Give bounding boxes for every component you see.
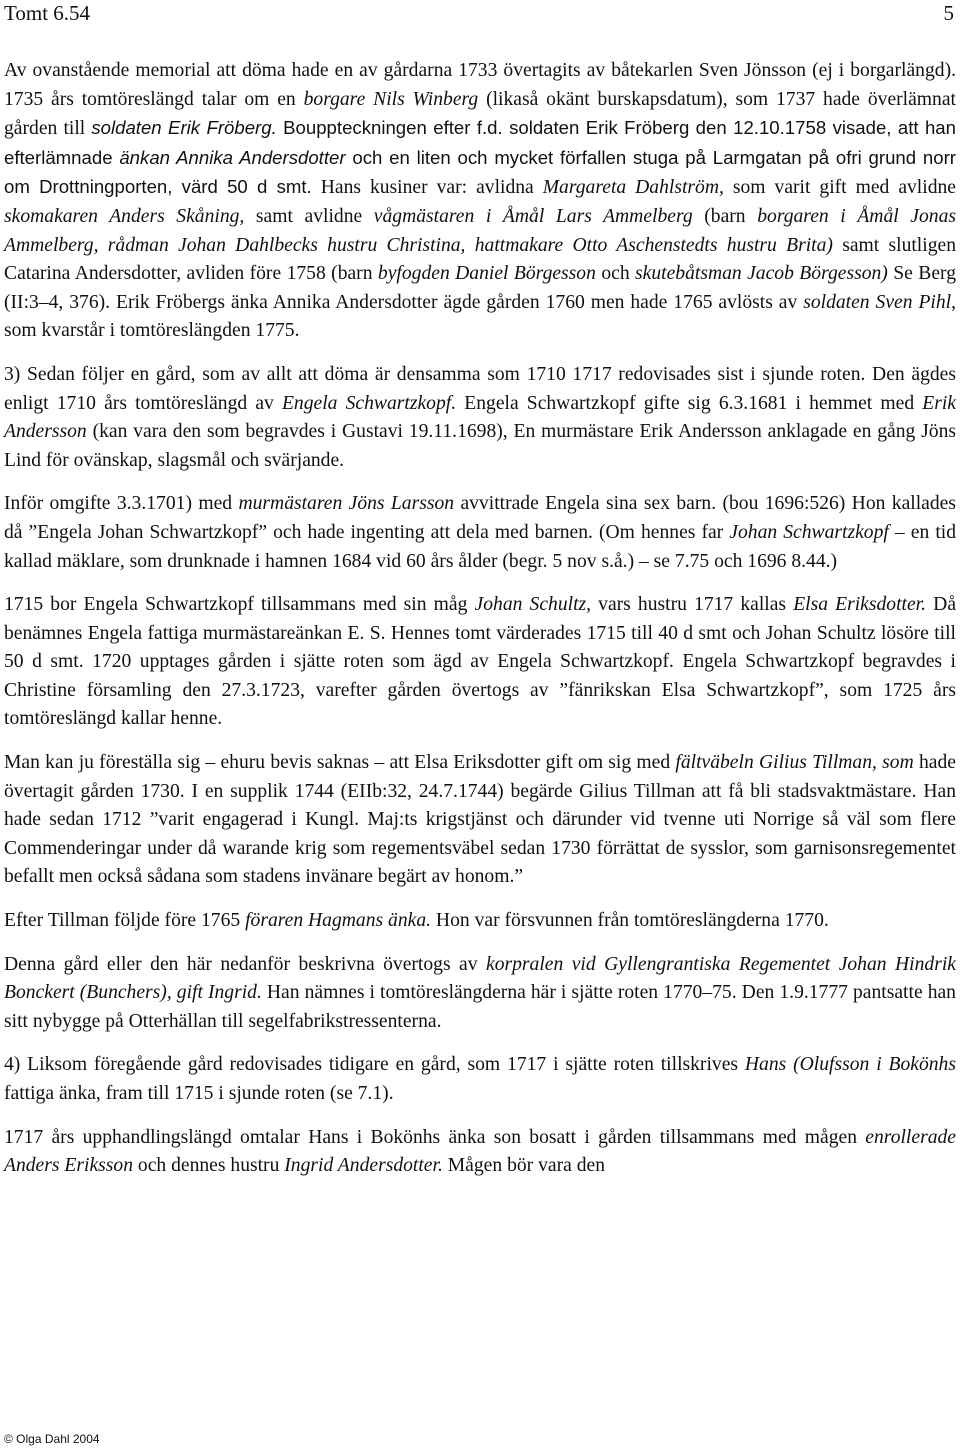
text-run: Man kan ju föreställa sig – ehuru bevis saknas – att Elsa Eriksdotter gift om sig med bbox=[4, 752, 676, 774]
text-run: borgaren i Åmål Jonas Ammelberg, rådman Johan Dahlbecks hustru Christina, hattmakare Otto Aschenstedts hustru Brita) bbox=[4, 205, 956, 256]
document-title: Tomt 6.54 bbox=[4, 1, 91, 25]
text-run: soldaten Sven Pihl bbox=[803, 291, 952, 313]
body-paragraph bbox=[4, 490, 956, 576]
text-run: Engela Schwartzkopf. bbox=[281, 392, 457, 414]
text-run: Denna gård eller den här nedanför beskrivna övertogs av bbox=[4, 953, 486, 975]
document-body bbox=[4, 57, 956, 1196]
text-run: Han nämnes i tomtöreslängderna här i sjätte roten 1770–75. Den 1.9.1777 pantsatte han sitt nybygge på Otterhällan till segelfabrikstressenterna. bbox=[4, 982, 956, 1032]
text-run: murmästaren Jöns Larsson bbox=[238, 493, 455, 515]
text-run: och en liten och mycket förfallen stuga på Larmgatan på ofri grund norr om Drottningporten, värd 50 d smt. bbox=[4, 146, 956, 198]
body-paragraph bbox=[4, 1051, 956, 1108]
text-run: (barn bbox=[692, 205, 758, 227]
text-run: Hon var försvunnen från tomtöreslängderna 1770. bbox=[431, 910, 829, 932]
text-run: hade övertagit gården 1730. I en supplik 1744 (EIIb:32, 24.7.1744) begärde Gilius Tillman att få bli stadsvaktmästare. Han hade sedan 1712 ”varit engagerad i Kungl. Maj:ts krigstjänst och därunder vid tvenne uti Norrige så väl som flere Commenderingar under då warande krig som regementsväbel sedan 1730 förrättat de sysslor, som garnisonsregementet befallt men också sådana som stadens invänare begärt av honom.” bbox=[4, 752, 956, 888]
page-number: 5 bbox=[943, 1, 954, 25]
text-run: borgare Nils Winberg bbox=[303, 88, 479, 110]
text-run: samt avlidne bbox=[244, 205, 374, 227]
text-run: samt slutligen Catarina Andersdotter, avliden före 1758 (barn bbox=[4, 234, 956, 285]
text-run: vågmästaren i Åmål Lars Ammelberg bbox=[373, 205, 693, 227]
body-paragraph bbox=[4, 907, 956, 936]
text-run: Se Berg (II:3–4, 376). Erik Fröbergs änka Annika Andersdotter ägde gården 1760 men hade 1765 avlösts av bbox=[4, 263, 956, 313]
text-run: Efter Tillman följde före 1765 bbox=[4, 910, 246, 932]
text-run: Johan Schwartzkopf bbox=[729, 521, 889, 543]
text-run: Då benämnes Engela fattiga murmästareänkan E. S. Hennes tomt värderades 1715 till 40 d smt och Johan Schultz lösöre till 50 d smt. 1720 upptages gården i sjätte roten som ägd av Engela Schwartzkopf. Engela Schwartzkopf begravdes i Christine församling den 27.3.1723, varefter gården övertogs av ”fänrikskan Elsa Schwartzkopf”, som 1725 års tomtöreslängd kallar henne. bbox=[4, 594, 957, 730]
text-run: 1717 års upphandlingslängd omtalar Hans i Bokönhs änka son bosatt i gården tillsammans med mågen bbox=[4, 1126, 866, 1148]
text-run: byfogden Daniel Börgesson bbox=[377, 263, 596, 285]
body-paragraph bbox=[4, 749, 956, 892]
text-run: Margareta Dahlström, bbox=[542, 177, 724, 199]
text-run: Av ovanstående memorial att döma hade en av gårdarna 1733 övertagits av båtekarlen Sven Jönsson (ej i borgarlängd). 1735 års tomtöreslängd talar om en bbox=[4, 60, 956, 110]
text-run: soldaten Erik Fröberg. bbox=[91, 117, 277, 139]
text-run: (likaså okänt burskapsdatum), som 1737 hade överlämnat gården till bbox=[4, 88, 956, 140]
text-run: Ingrid Andersdotter. bbox=[284, 1155, 443, 1177]
text-run: Inför omgifte 3.3.1701) med bbox=[4, 493, 239, 515]
text-run: 3) Sedan följer en gård, som av allt att döma är densamma som 1710 1717 redovisades sist i sjunde roten. Den ägdes enligt 1710 års tomtöreslängd av bbox=[4, 363, 956, 414]
body-paragraph bbox=[4, 1124, 956, 1181]
text-run: och bbox=[595, 263, 636, 285]
text-run: Hans (Olufsson i Bokönhs bbox=[744, 1054, 956, 1076]
text-run: skutebåtsman Jacob Börgesson) bbox=[635, 263, 888, 285]
text-run: fältväbeln Gilius Tillman, som bbox=[675, 752, 914, 774]
text-run: änkan Annika Andersdotter bbox=[119, 146, 346, 168]
text-run: Erik Andersson bbox=[4, 392, 956, 443]
text-run: avvittrade Engela sina sex barn. (bou 1696:526) Hon kallades då ”Engela Johan Schwartzkopf” och hade ingenting att dela med barnen. (Om hennes far bbox=[4, 493, 957, 543]
body-paragraph bbox=[4, 951, 956, 1037]
text-run: korpralen vid Gyllengrantiska Regementet Johan Hindrik Bonckert (Bunchers), gift Ingrid. bbox=[4, 953, 956, 1004]
text-run: Johan Schultz, bbox=[474, 594, 592, 616]
text-run: (kan vara den som begravdes i Gustavi 19.11.1698), En murmästare Erik Andersson anklagade en gång Jöns Lind för ovänskap, slagsmål och svärjande. bbox=[4, 421, 956, 471]
text-run: 4) Liksom föregående gård redovisades tidigare en gård, som 1717 i sjätte roten tillskrives bbox=[4, 1054, 745, 1076]
text-run: – en tid kallad mäklare, som drunknade i hamnen 1684 vid 60 års ålder (begr. 5 nov s.å.) – se 7.75 och 1696 8.44.) bbox=[4, 521, 957, 572]
text-run: Mågen bör vara den bbox=[442, 1155, 605, 1177]
body-paragraph bbox=[4, 57, 956, 346]
text-run: som varit gift med avlidne bbox=[723, 177, 956, 199]
page-header bbox=[4, 0, 954, 26]
text-run: 1715 bor Engela Schwartzkopf tillsammans med sin måg bbox=[4, 594, 475, 616]
body-paragraph bbox=[4, 361, 956, 475]
text-run: enrollerade Anders Eriksson bbox=[4, 1126, 956, 1177]
text-run: vars hustru 1717 kallas bbox=[591, 594, 794, 616]
text-run: Engela Schwartzkopf gifte sig 6.3.1681 i hemmet med bbox=[456, 392, 923, 414]
text-run: skomakaren Anders Skåning, bbox=[4, 205, 245, 227]
body-paragraph bbox=[4, 591, 956, 734]
text-run: föraren Hagmans änka. bbox=[245, 910, 432, 932]
text-run: Bouppteckningen efter f.d. soldaten Erik Fröberg den 12.10.1758 visade, att han efterlämnade bbox=[4, 117, 956, 168]
text-run: Elsa Eriksdotter. bbox=[793, 594, 927, 616]
text-run: , som kvarstår i tomtöreslängden 1775. bbox=[4, 291, 957, 342]
text-run: fattiga änka, fram till 1715 i sjunde roten (se 7.1). bbox=[4, 1083, 394, 1104]
text-run: Hans kusiner var: avlidna bbox=[311, 177, 543, 199]
text-run: och dennes hustru bbox=[133, 1155, 285, 1177]
copyright-footer: © Olga Dahl 2004 bbox=[4, 1432, 100, 1446]
